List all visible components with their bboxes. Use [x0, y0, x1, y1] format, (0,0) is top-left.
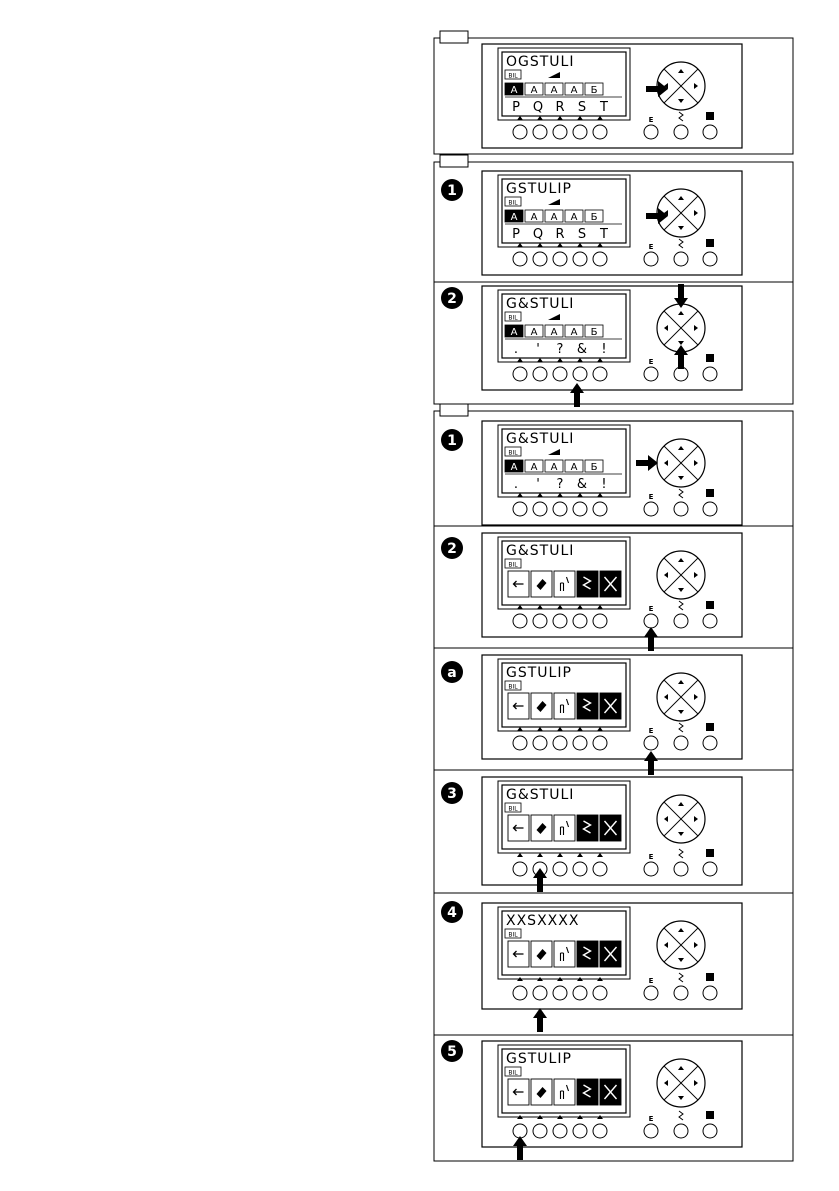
soft-key-button[interactable]	[593, 1124, 607, 1138]
e-button[interactable]	[644, 862, 658, 876]
font-mode-glyph: A	[510, 85, 518, 96]
e-button-label: E	[648, 853, 654, 861]
font-mode-glyph: A	[570, 212, 578, 223]
lcd-bottom-char: &	[576, 342, 588, 357]
soft-key-button[interactable]	[593, 252, 607, 266]
font-mode-glyph: A	[550, 462, 558, 473]
soft-key-button[interactable]	[593, 125, 607, 139]
lcd-bottom-char: .	[513, 342, 519, 357]
e-button-label: E	[648, 358, 654, 366]
stitch-indicator-label: BIL	[508, 683, 518, 691]
lcd-top-text: GSTULIP	[506, 665, 572, 681]
stitch-indicator-label: BIL	[508, 561, 518, 569]
soft-key-button[interactable]	[513, 614, 527, 628]
stitch-icon	[577, 693, 598, 719]
section-tab-2	[440, 155, 468, 167]
stitch-icon	[577, 1079, 598, 1105]
font-mode-glyph: A	[530, 327, 538, 338]
device-panel	[441, 421, 742, 525]
lcd-bottom-char: T	[600, 227, 608, 242]
soft-key-button[interactable]	[553, 367, 567, 381]
section-tab-3	[440, 404, 468, 416]
soft-key-button[interactable]	[513, 986, 527, 1000]
abc-icon	[706, 112, 714, 120]
pointer-arrow-shaft	[648, 759, 654, 775]
pointer-arrow-shaft	[574, 391, 580, 407]
pointer-arrow-shaft	[636, 460, 650, 466]
soft-key-button[interactable]	[513, 125, 527, 139]
lcd-bottom-char: Q	[532, 227, 544, 242]
stitch-indicator-label: BIL	[508, 72, 518, 80]
lcd-bottom-char: .	[513, 477, 519, 492]
pointer-arrow-shaft	[517, 1144, 523, 1160]
lcd-top-text: OGSTULI	[506, 54, 575, 70]
soft-key-button[interactable]	[553, 614, 567, 628]
soft-key-button[interactable]	[553, 1124, 567, 1138]
abc-icon	[706, 849, 714, 857]
stitch-indicator-label: BIL	[508, 931, 518, 939]
soft-key-button[interactable]	[533, 367, 547, 381]
abc-button[interactable]	[703, 614, 717, 628]
repeat-icon	[554, 815, 575, 841]
lcd-top-text: G&STULI	[506, 296, 575, 312]
lcd-top-text: G&STULI	[506, 543, 575, 559]
soft-key-button[interactable]	[573, 736, 587, 750]
font-mode-glyph: Б	[590, 85, 598, 96]
lcd-bottom-char: P	[512, 100, 520, 115]
abc-button[interactable]	[703, 862, 717, 876]
step-badge-label: 4	[447, 905, 457, 921]
font-mode-glyph: A	[530, 212, 538, 223]
e-button[interactable]	[644, 614, 658, 628]
lcd-bottom-char: S	[577, 227, 587, 242]
abc-button[interactable]	[703, 502, 717, 516]
pointer-arrow-shaft	[537, 876, 543, 892]
step-badge-label: 2	[447, 291, 457, 307]
soft-key-button[interactable]	[573, 1124, 587, 1138]
lcd-bottom-char: ?	[556, 342, 564, 357]
lcd-bottom-char: '	[536, 477, 540, 492]
lcd-bottom-char: ?	[556, 477, 564, 492]
soft-key-button[interactable]	[533, 125, 547, 139]
stitch-button[interactable]	[674, 252, 688, 266]
font-mode-glyph: A	[570, 85, 578, 96]
repeat-icon	[554, 1079, 575, 1105]
abc-icon	[706, 354, 714, 362]
stitch-button[interactable]	[674, 862, 688, 876]
lcd-bottom-char: R	[555, 100, 565, 115]
lcd-top-text: XXSXXXX	[506, 913, 580, 929]
device-panel	[441, 171, 742, 275]
step-badge-label: 5	[447, 1044, 457, 1060]
abc-button[interactable]	[703, 367, 717, 381]
abc-icon	[706, 239, 714, 247]
soft-key-button[interactable]	[593, 986, 607, 1000]
lcd-bottom-char: R	[555, 227, 565, 242]
soft-key-button[interactable]	[533, 986, 547, 1000]
abc-icon	[706, 489, 714, 497]
soft-key-button[interactable]	[573, 125, 587, 139]
font-mode-glyph: A	[530, 85, 538, 96]
soft-key-button[interactable]	[593, 862, 607, 876]
soft-key-button[interactable]	[513, 1124, 527, 1138]
stitch-icon	[577, 815, 598, 841]
stitch-indicator-label: BIL	[508, 314, 518, 322]
lcd-bottom-char: &	[576, 477, 588, 492]
font-mode-glyph: A	[510, 212, 518, 223]
e-button[interactable]	[644, 367, 658, 381]
font-mode-glyph: A	[550, 212, 558, 223]
lcd-bottom-char: S	[577, 100, 587, 115]
e-button[interactable]	[644, 502, 658, 516]
abc-button[interactable]	[703, 736, 717, 750]
stitch-indicator-label: BIL	[508, 805, 518, 813]
step-badge-label: 3	[447, 786, 457, 802]
soft-key-button[interactable]	[553, 736, 567, 750]
soft-key-button[interactable]	[513, 862, 527, 876]
lcd-bottom-char: Q	[532, 100, 544, 115]
e-button-label: E	[648, 977, 654, 985]
step-badge-label: 2	[447, 541, 457, 557]
soft-key-button[interactable]	[533, 502, 547, 516]
soft-key-button[interactable]	[573, 367, 587, 381]
font-mode-glyph: A	[550, 85, 558, 96]
abc-icon	[706, 601, 714, 609]
lcd-bottom-char: !	[601, 477, 607, 492]
e-button-label: E	[648, 1115, 654, 1123]
abc-icon	[706, 1111, 714, 1119]
step-badge-label: a	[447, 665, 457, 681]
soft-key-button[interactable]	[553, 862, 567, 876]
soft-key-button[interactable]	[553, 986, 567, 1000]
soft-key-button[interactable]	[533, 614, 547, 628]
device-panel	[441, 901, 742, 1032]
soft-key-button[interactable]	[513, 367, 527, 381]
repeat-icon	[554, 571, 575, 597]
device-panel	[441, 1040, 742, 1160]
section-tab-1	[440, 31, 468, 43]
soft-key-button[interactable]	[573, 986, 587, 1000]
font-mode-glyph: A	[510, 462, 518, 473]
e-button[interactable]	[644, 986, 658, 1000]
pointer-arrow-shaft	[646, 86, 660, 92]
stitch-indicator-label: BIL	[508, 199, 518, 207]
font-mode-glyph: Б	[590, 327, 598, 338]
soft-key-button[interactable]	[593, 502, 607, 516]
soft-key-button[interactable]	[573, 862, 587, 876]
stitch-button[interactable]	[674, 502, 688, 516]
abc-button[interactable]	[703, 252, 717, 266]
pointer-arrow-shaft	[646, 213, 660, 219]
font-mode-glyph: A	[570, 462, 578, 473]
soft-key-button[interactable]	[573, 614, 587, 628]
e-button-label: E	[648, 605, 654, 613]
pointer-arrow-shaft	[678, 353, 684, 369]
soft-key-button[interactable]	[593, 367, 607, 381]
stitch-button[interactable]	[674, 736, 688, 750]
lcd-bottom-char: '	[536, 342, 540, 357]
lcd-top-text: G&STULI	[506, 431, 575, 447]
soft-key-button[interactable]	[513, 502, 527, 516]
abc-icon	[706, 723, 714, 731]
lcd-bottom-char: T	[600, 100, 608, 115]
soft-key-button[interactable]	[533, 1124, 547, 1138]
soft-key-button[interactable]	[553, 252, 567, 266]
pointer-arrow	[533, 1008, 547, 1032]
font-mode-glyph: A	[550, 327, 558, 338]
soft-key-button[interactable]	[573, 502, 587, 516]
device-panel	[441, 777, 742, 892]
e-button[interactable]	[644, 125, 658, 139]
soft-key-button[interactable]	[573, 252, 587, 266]
stitch-button[interactable]	[674, 1124, 688, 1138]
stitch-indicator-label: BIL	[508, 449, 518, 457]
step-badge-label: 1	[447, 183, 457, 199]
font-mode-glyph: Б	[590, 212, 598, 223]
device-panel	[482, 44, 742, 148]
pointer-arrow-shaft	[537, 1016, 543, 1032]
abc-icon	[706, 973, 714, 981]
lcd-bottom-char: !	[601, 342, 607, 357]
device-panel	[441, 655, 742, 775]
abc-button[interactable]	[703, 1124, 717, 1138]
stitch-icon	[577, 941, 598, 967]
repeat-icon	[554, 941, 575, 967]
soft-key-button[interactable]	[513, 252, 527, 266]
e-button-label: E	[648, 493, 654, 501]
e-button-label: E	[648, 116, 654, 124]
abc-button[interactable]	[703, 125, 717, 139]
stitch-button[interactable]	[674, 614, 688, 628]
pointer-arrow-shaft	[678, 284, 684, 300]
soft-key-button[interactable]	[513, 736, 527, 750]
soft-key-button[interactable]	[553, 125, 567, 139]
soft-key-button[interactable]	[533, 736, 547, 750]
stitch-button[interactable]	[674, 125, 688, 139]
soft-key-button[interactable]	[533, 252, 547, 266]
device-panel	[441, 533, 742, 651]
font-mode-glyph: A	[570, 327, 578, 338]
pointer-arrow-shaft	[648, 635, 654, 651]
stitch-indicator-label: BIL	[508, 1069, 518, 1077]
e-button[interactable]	[644, 736, 658, 750]
font-mode-glyph: A	[510, 327, 518, 338]
repeat-icon	[554, 693, 575, 719]
e-button[interactable]	[644, 252, 658, 266]
step-badge-label: 1	[447, 433, 457, 449]
lcd-top-text: GSTULIP	[506, 1051, 572, 1067]
font-mode-glyph: A	[530, 462, 538, 473]
e-button-label: E	[648, 727, 654, 735]
lcd-bottom-char: P	[512, 227, 520, 242]
soft-key-button[interactable]	[593, 736, 607, 750]
stitch-button[interactable]	[674, 367, 688, 381]
e-button-label: E	[648, 243, 654, 251]
e-button[interactable]	[644, 1124, 658, 1138]
soft-key-button[interactable]	[593, 614, 607, 628]
font-mode-glyph: Б	[590, 462, 598, 473]
device-panel	[441, 284, 742, 407]
soft-key-button[interactable]	[553, 502, 567, 516]
abc-button[interactable]	[703, 986, 717, 1000]
stitch-button[interactable]	[674, 986, 688, 1000]
stitch-icon	[577, 571, 598, 597]
lcd-top-text: GSTULIP	[506, 181, 572, 197]
lcd-top-text: G&STULI	[506, 787, 575, 803]
